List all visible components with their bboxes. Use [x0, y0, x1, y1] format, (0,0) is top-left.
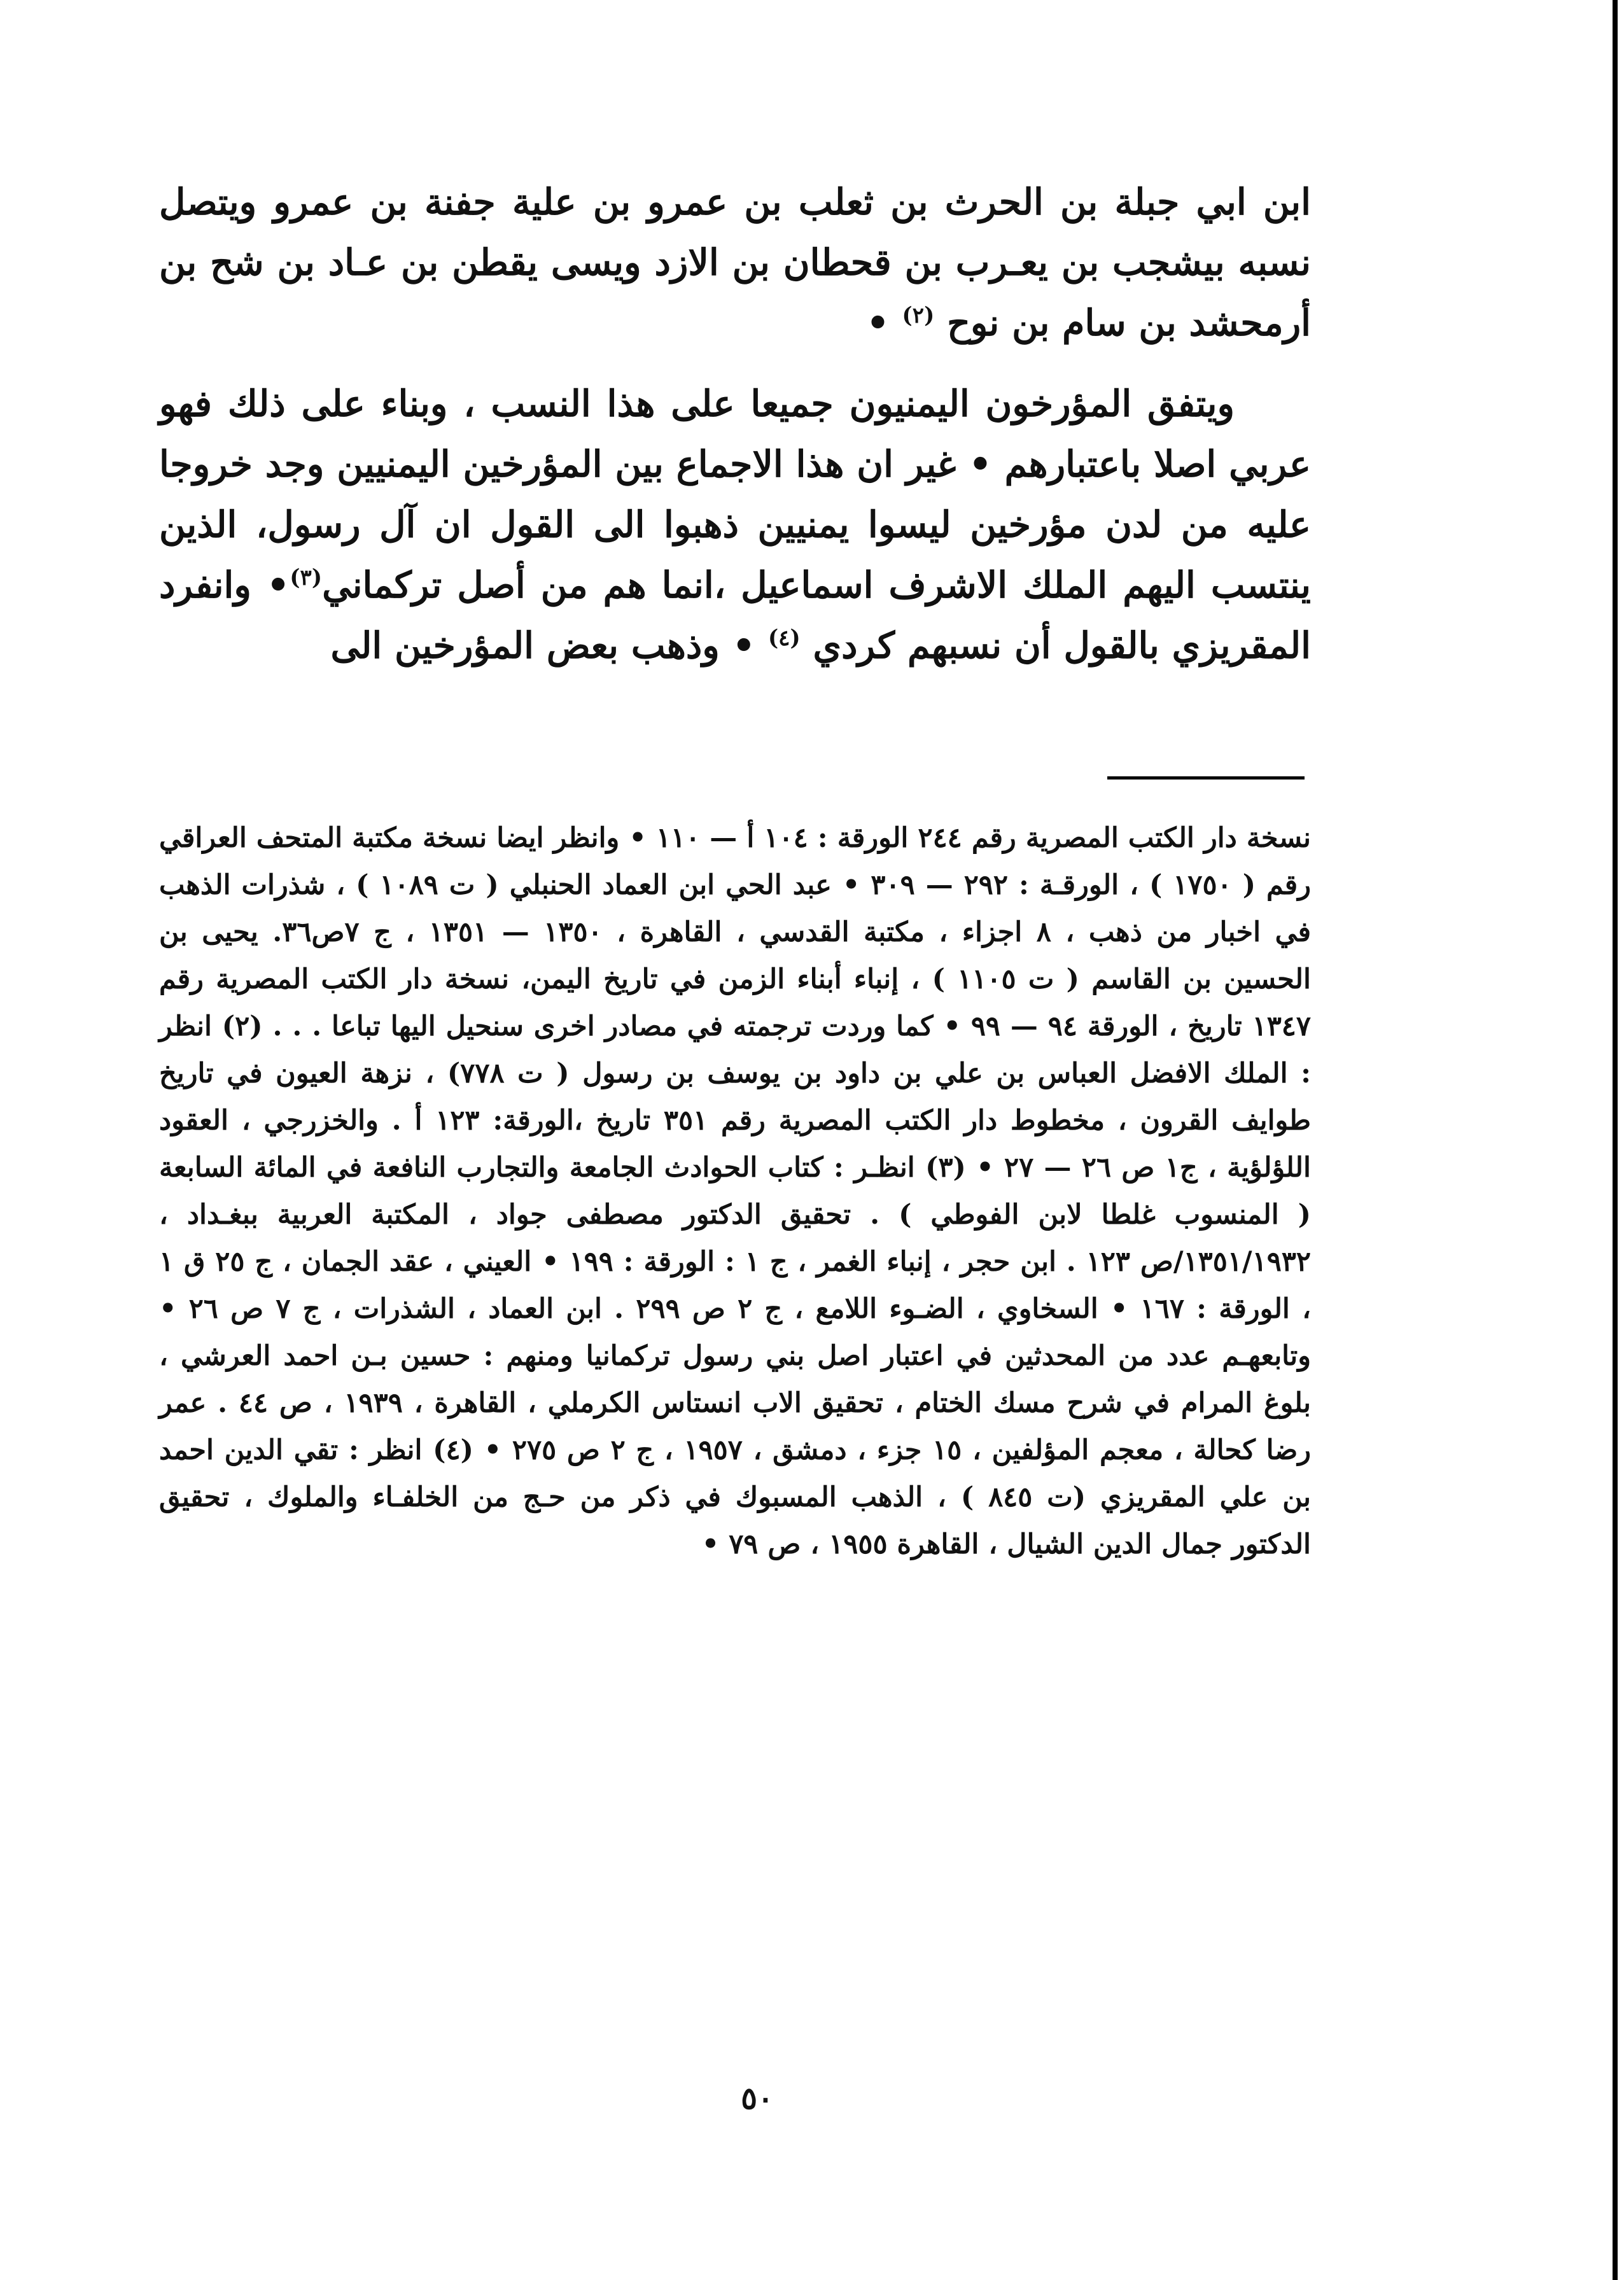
footnote-ref-2: (٢): [902, 303, 935, 328]
main-text: [159, 172, 1311, 696]
footnotes: [159, 815, 1311, 1568]
main-paragraph-2-text-a: ويتفق المؤرخون اليمنيون جميعا على هذا النسب ، وبناء على ذلك فهو عربي اصلا باعتبارهم • غير ان هذا الاجماع بين المؤرخين اليمنيين وجد خروجا عليه من لدن مؤرخين ليسوا يمنيين ذهبوا الى القول ان آل رسول، الذين ينتسب اليهم الملك الاشرف اسماعيل ،انما هم من أصل تركماني: [159, 382, 1312, 606]
footnote-ref-4: (٤): [767, 626, 801, 651]
main-paragraph-2: [159, 374, 1311, 676]
footnote-ref-3: (٣): [290, 565, 323, 591]
main-paragraph-2-text-b: • وانفرد المقريزي بالقول أن نسبهم كردي: [159, 564, 1311, 667]
main-paragraph-1-text: ابن ابي جبلة بن الحرث بن ثعلب بن عمرو بن علية جفنة بن عمرو ويتصل نسبه بيشجب بن يعـرب بن قحطان بن الازد ويسى يقطن بن عـاد بن شح بن أرمحشد بن سام بن نوح: [159, 181, 1311, 344]
page-number: ٥٠: [741, 2081, 774, 2116]
main-paragraph-2-text-c: • وذهب بعض المؤرخين الى: [330, 624, 768, 667]
page-edge-rule: [1613, 0, 1618, 2280]
footnote-separator: [1107, 776, 1305, 780]
main-paragraph-1: [159, 172, 1311, 353]
main-paragraph-1-end: •: [866, 302, 902, 344]
footnotes-text: نسخة دار الكتب المصرية رقم ٢٤٤ الورقة : ١٠٤ أ — ١١٠ • وانظر ايضا نسخة مكتبة المتحف العراقي رقم ( ١٧٥٠ ) ، الورقـة : ٢٩٢ — ٣٠٩ • عبد الحي ابن العماد الحنبلي ( ت ١٠٨٩ ) ، شذرات الذهب في اخبار من ذهب ، ٨ اجزاء ، مكتبة القدسي ، القاهرة ، ١٣٥٠ — ١٣٥١ ، ج ٧ص٣٦. يحيى بن الحسين بن القاسم ( ت ١١٠٥ ) ، إنباء أبناء الزمن في تاريخ اليمن، نسخة دار الكتب المصرية رقم ١٣٤٧ تاريخ ، الورقة ٩٤ — ٩٩ • كما وردت ترجمته في مصادر اخرى سنحيل اليها تباعا . . . (٢) انظر : الملك الافضل العباس بن علي بن داود بن يوسف بن رسول ( ت ٧٧٨) ، نزهة العيون في تاريخ طوايف القرون ، مخطوط دار الكتب المصرية رقم ٣٥١ تاريخ ،الورقة: ١٢٣ أ . والخزرجي ، العقود اللؤلؤية ، ج١ ص ٢٦ — ٢٧ • (٣) انظـر : كتاب الحوادث الجامعة والتجارب النافعة في المائة السابعة ( المنسوب غلطا لابن الفوطي ) . تحقيق الدكتور مصطفى جواد ، المكتبة العربية ببغـداد ، ١٣٥١/١٩٣٢/ص ١٢٣ . ابن حجر ، إنباء الغمر ، ج ١ : الورقة : ١٩٩ • العيني ، عقد الجمان ، ج ٢٥ ق ١ ، الورقة : ١٦٧ • السخاوي ، الضـوء اللامع ، ج ٢ ص ٢٩٩ . ابن العماد ، الشذرات ، ج ٧ ص ٢٦ • وتابعهـم عدد من المحدثين في اعتبار اصل بني رسول تركمانيا ومنهم : حسين بـن احمد العرشي ، بلوغ المرام في شرح مسك الختام ، تحقيق الاب انستاس الكرملي ، القاهرة ، ١٩٣٩ ، ص ٤٤ . عمر رضا كحالة ، معجم المؤلفين ، ١٥ جزء ، دمشق ، ١٩٥٧ ، ج ٢ ص ٢٧٥ • (٤) انظر : تقي الدين احمد بن علي المقريزي (ت ٨٤٥ ) ، الذهب المسبوك في ذكر من حـج من الخلفـاء والملوك ، تحقيق الدكتور جمال الدين الشيال ، القاهرة ١٩٥٥ ، ص ٧٩ •: [159, 822, 1312, 1560]
